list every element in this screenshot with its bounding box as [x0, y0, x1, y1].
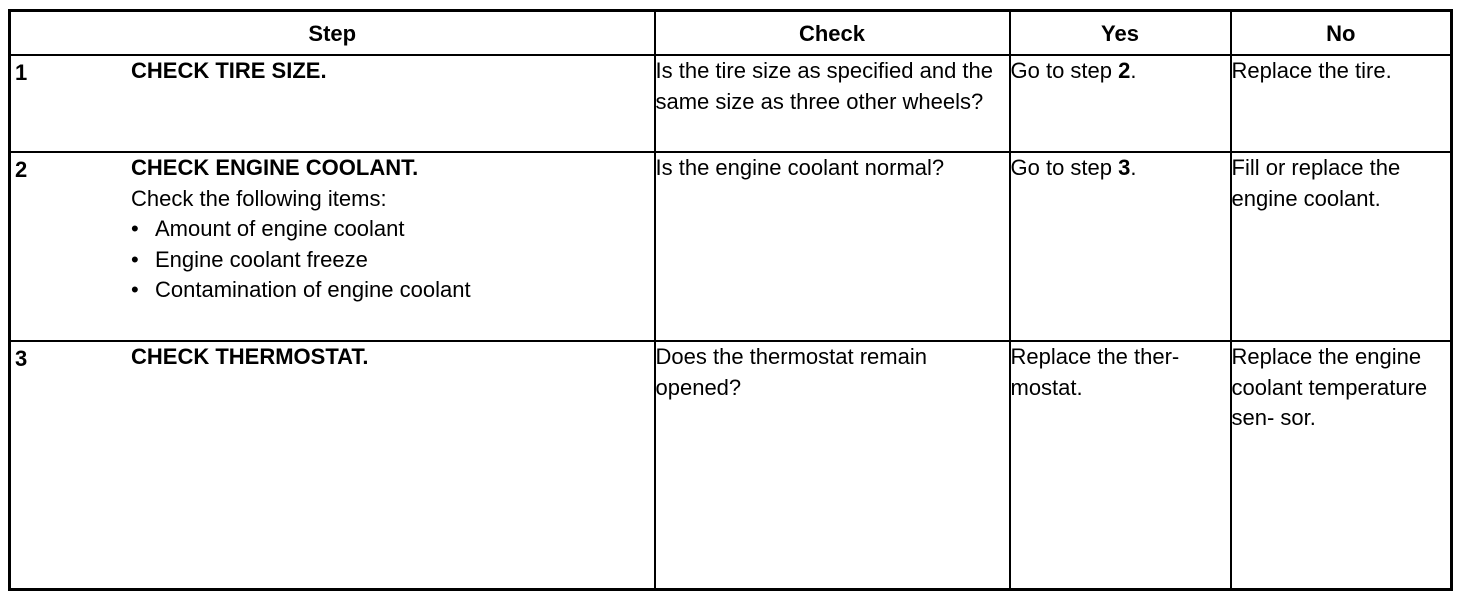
- header-step: Step: [10, 11, 655, 56]
- step-number: 3: [15, 346, 28, 371]
- list-item: [131, 275, 654, 306]
- list-item-text: Engine coolant freeze: [155, 246, 368, 272]
- yes-step-link: 2: [1118, 58, 1131, 83]
- yes-cell: [1010, 55, 1231, 152]
- step-title: CHECK THERMOSTAT.: [131, 344, 369, 369]
- list-item: [131, 245, 654, 276]
- step-number: 2: [15, 157, 28, 182]
- list-item-text: Contamination of engine coolant: [155, 277, 471, 302]
- bullet-icon: •: [131, 277, 139, 302]
- list-item: [131, 214, 654, 245]
- step-cell: [10, 55, 655, 152]
- yes-cell: [1010, 152, 1231, 341]
- step-cell: [10, 152, 655, 341]
- header-yes: Yes: [1010, 11, 1231, 56]
- no-cell: Replace the tire.: [1231, 55, 1452, 152]
- step-cell: [10, 341, 655, 590]
- yes-suffix: .: [1130, 155, 1137, 180]
- diagnostic-table: [8, 9, 1453, 591]
- step-number: 1: [15, 60, 28, 85]
- step-title: CHECK ENGINE COOLANT.: [131, 155, 419, 180]
- step-body: [131, 153, 654, 306]
- header-no: No: [1231, 11, 1452, 56]
- bullet-icon: •: [131, 216, 139, 241]
- no-cell: Fill or replace the engine coolant.: [1231, 152, 1452, 341]
- header-check: Check: [655, 11, 1010, 56]
- step-title: CHECK TIRE SIZE.: [131, 58, 327, 83]
- list-item-text: Amount of engine coolant: [155, 216, 405, 241]
- step-body: [131, 56, 654, 87]
- yes-step-link: 3: [1118, 155, 1131, 180]
- check-cell: Is the tire size as specified and the same size as three other wheels?: [655, 55, 1010, 152]
- check-cell: Does the thermostat remain opened?: [655, 341, 1010, 590]
- step-intro: Check the following items:: [131, 185, 387, 211]
- check-cell: Is the engine coolant normal?: [655, 152, 1010, 341]
- yes-text: Go to step: [1010, 58, 1119, 83]
- table-row: [10, 152, 1452, 341]
- table-row: [10, 55, 1452, 152]
- bullet-icon: •: [131, 246, 139, 272]
- yes-text: Go to step: [1010, 155, 1119, 180]
- step-body: [131, 342, 654, 373]
- table-row: [10, 341, 1452, 590]
- yes-cell: Replace the ther- mostat.: [1010, 341, 1231, 590]
- yes-suffix: .: [1130, 58, 1137, 83]
- no-cell: Replace the engine coolant temperature sen- sor.: [1231, 341, 1452, 590]
- header-row: [10, 11, 1452, 56]
- check-items-list: [131, 214, 654, 306]
